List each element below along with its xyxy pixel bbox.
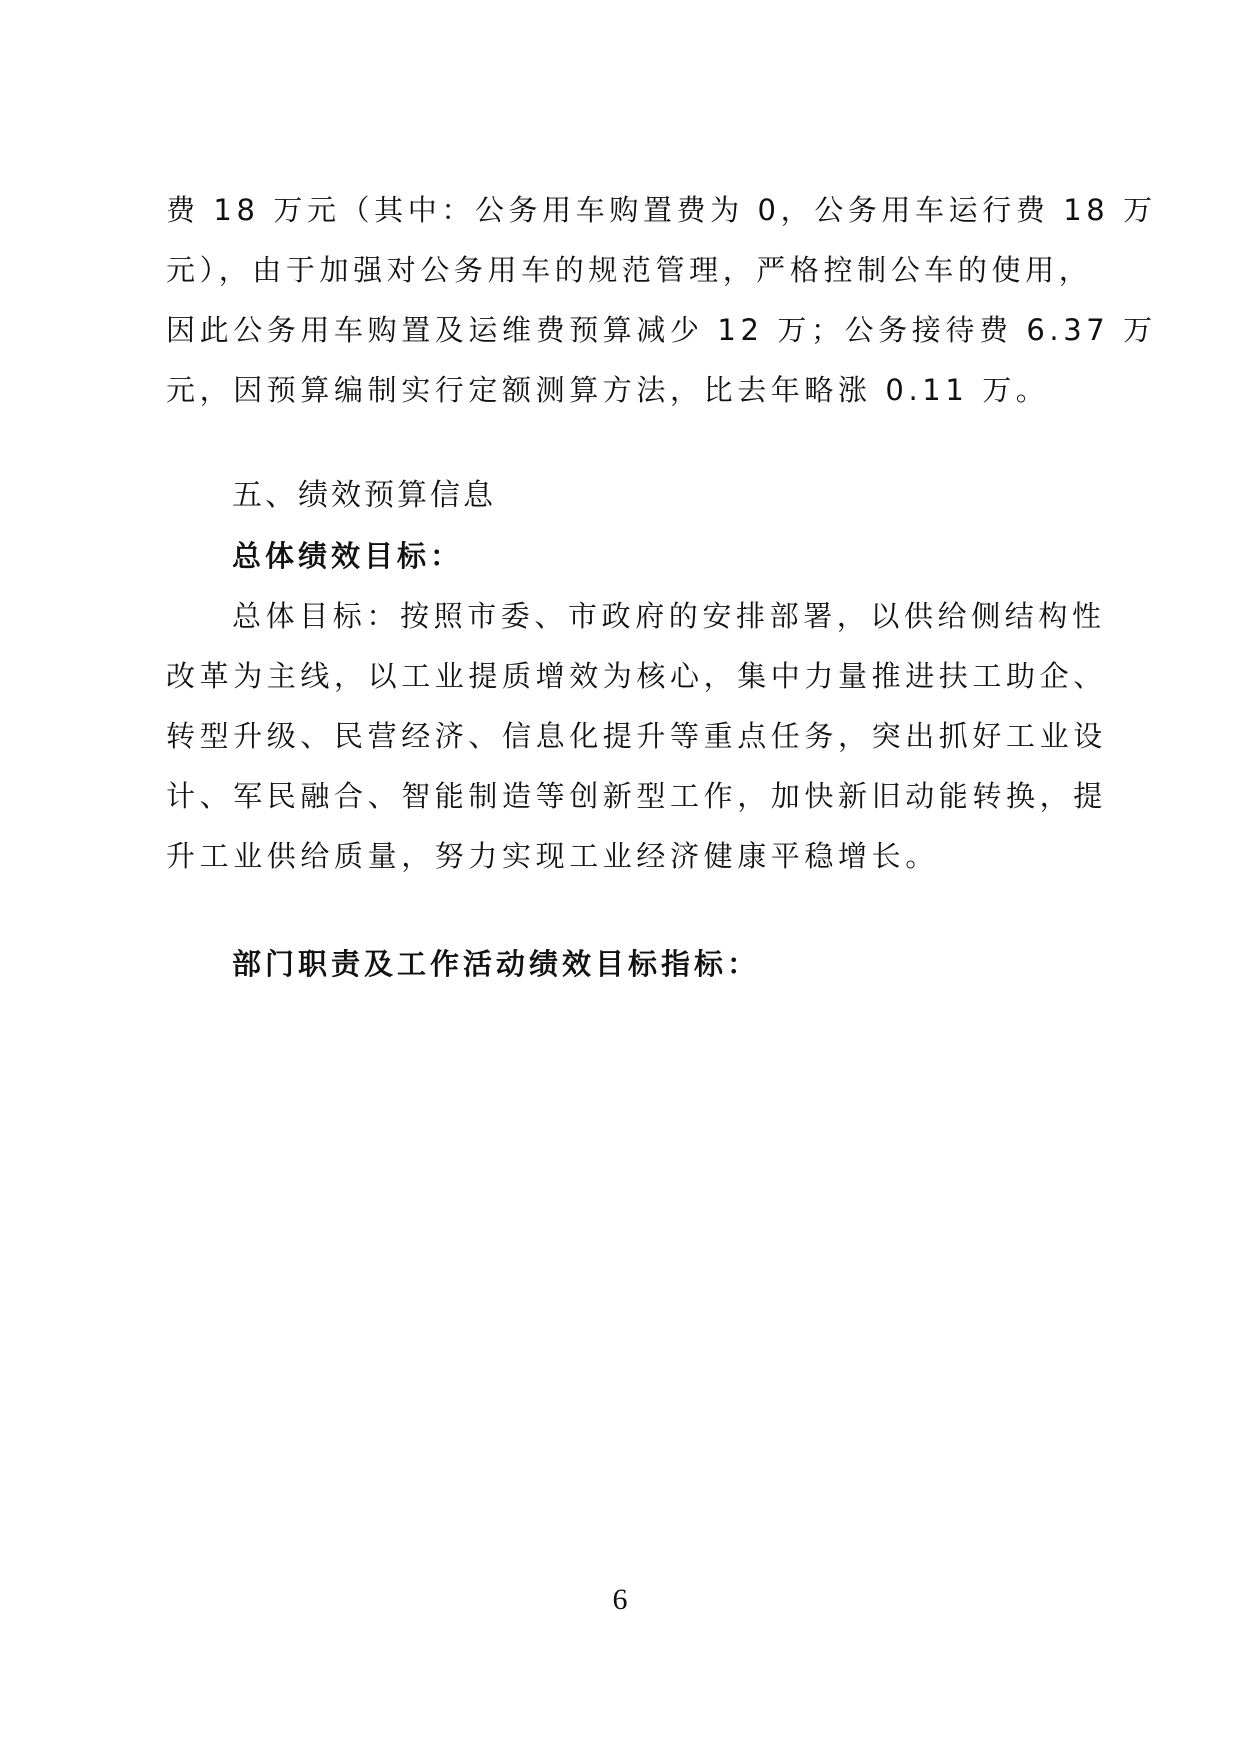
section-subheading-2: 部门职责及工作活动绩效目标指标： (232, 947, 761, 981)
section-heading: 五、绩效预算信息 (232, 478, 496, 513)
section-subheading: 总体绩效目标： (232, 539, 464, 573)
paragraph-line: 转型升级、民营经济、信息化提升等重点任务，突出抓好工业设 (166, 719, 1107, 753)
paragraph-line: 因此公务用车购置及运维费预算减少 12 万；公务接待费 6.37 万 (166, 313, 1157, 347)
paragraph-line: 计、军民融合、智能制造等创新型工作，加快新旧动能转换，提 (166, 779, 1107, 813)
paragraph-line: 改革为主线，以工业提质增效为核心，集中力量推进扶工助企、 (166, 659, 1107, 693)
paragraph-line: 元，因预算编制实行定额测算方法，比去年略涨 0.11 万。 (166, 373, 1050, 407)
paragraph-line: 元），由于加强对公务用车的规范管理，严格控制公车的使用， (166, 253, 1093, 287)
paragraph-line: 费 18 万元（其中：公务用车购置费为 0，公务用车运行费 18 万 (166, 193, 1157, 227)
page-number: 6 (612, 1583, 628, 1616)
paragraph-line: 升工业供给质量，努力实现工业经济健康平稳增长。 (166, 839, 939, 873)
paragraph-line: 总体目标：按照市委、市政府的安排部署，以供给侧结构性 (232, 599, 1106, 633)
